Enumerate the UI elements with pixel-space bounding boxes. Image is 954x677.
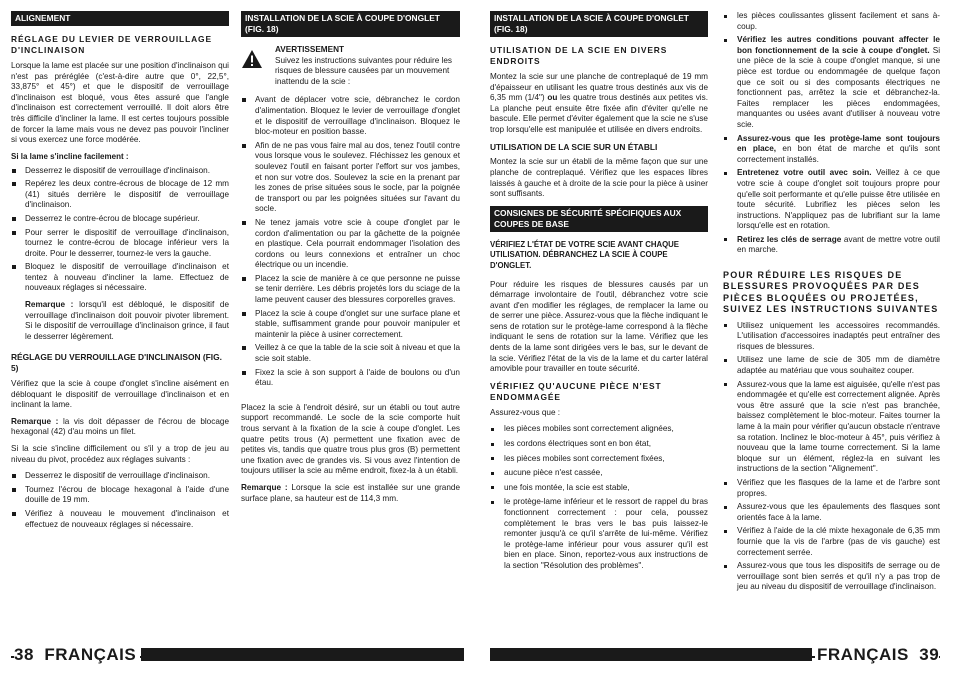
list-item: les pièces mobiles sont correctement alignées, (490, 424, 708, 435)
steps-list-installation (241, 95, 460, 388)
item-text: avant de mettre votre outil en marche. (737, 234, 940, 255)
list-item: Avant de déplacer votre scie, débranchez le cordon d'alimentation. Bloquez le levier de verrouillage d'onglet et le dispositif de verrouillage d'inclinaison. Bloquez le bloc-moteur en position basse. (241, 95, 460, 137)
remark-text: Lorsque la scie est installée sur une grande surface plane, sa hauteur est de 114,3 mm. (241, 482, 461, 503)
item-bold-lead: Vérifiez les autres conditions pouvant affecter le bon fonctionnement de la scie à coupe d'onglet. (737, 35, 940, 55)
list-item: Vérifiez à l'aide de la clé mixte hexagonale de 6,35 mm fournie que la vis de l'arbre (pas de vis gauche) est correctement serrée. (723, 526, 940, 558)
list-item: Pour serrer le dispositif de verrouillage d'inclinaison, tournez le contre-écrou de blocage inférieur vers la droite. Pour le desserrer, tournez-le vers la gauche. (11, 228, 229, 260)
list-item: Repérez les deux contre-écrous de blocage de 12 mm (41) situés derrière le dispositif de verrouillage d'inclinaison. (11, 179, 229, 211)
list-item: Desserrez le dispositif de verrouillage d'inclinaison. (11, 471, 229, 482)
paragraph-workbench: Montez la scie sur un établi de la même façon que sur une planche de contreplaqué. Vérifiez que les espaces libres laissés à gauche et à droite de la scie pour la pièce à usiner sont suffisants. (490, 157, 708, 199)
remark-label: Remarque : (11, 416, 59, 426)
paragraph-reduce-risks: Pour réduire les risques de blessures causés par un démarrage involontaire de l'outil, débranchez votre scie avant d'en modifier les réglages, de remplacer la lame ou de serrer une pièce. Assurez-vous que la flèche indiquant le sens de rotation sur le protège-lame correspond à la flèche indiquant le sens de rotation sur la lame. Vérifiez que les dents de la lame sont dirigées vers le bas, sur le devant de la scie. Vérifiez l'état de la vis de la lame et du carter latéral amovible pour travailler en toute sécurité. (490, 279, 708, 374)
heading-bevel-lock-adjustment: RÉGLAGE DU VERROUILLAGE D'INCLINAISON (FIG. 5) (11, 352, 222, 374)
list-item (723, 168, 940, 232)
remark-height (241, 483, 460, 504)
heading-workbench: UTILISATION DE LA SCIE SUR UN ÉTABLI (490, 141, 658, 152)
section-banner-installation: INSTALLATION DE LA SCIE À COUPE D'ONGLET (FIG. 18) (490, 11, 708, 37)
list-item: Assurez-vous que tous les dispositifs de serrage ou de verrouillage sont bien serrés et qu'il n'y a pas trop de jeu au niveau du dispositif de verrouillage d'inclinaison. (723, 561, 940, 593)
heading-check-damaged-parts: VÉRIFIEZ QU'AUCUNE PIÈCE N'EST ENDOMMAGÉE (490, 380, 662, 402)
page-number-right: 39 (919, 645, 940, 664)
section-banner-installation: INSTALLATION DE LA SCIE À COUPE D'ONGLET (FIG. 18) (241, 11, 460, 37)
subheading-blade-tilts-easily: Si la lame s'incline facilement : (11, 151, 129, 161)
warning-block (241, 45, 460, 87)
list-item: Vérifiez à nouveau le mouvement d'inclinaison et effectuez de nouveaux réglages si nécessaire. (11, 509, 229, 530)
footer-language-left: FRANÇAIS (44, 645, 137, 664)
remark-hex-nut (11, 417, 229, 438)
list-item: Placez la scie de manière à ce que personne ne puisse se tenir derrière. Les débris projetés lors du sciage de la lame peuvent causer des blessures corporelles graves. (241, 274, 460, 306)
list-item: Utilisez uniquement les accessoires recommandés. L'utilisation d'accessoires inadaptés peut entraîner des risques de blessures. (723, 321, 940, 353)
steps-list-bevel-lock (11, 166, 229, 295)
list-item: Vérifiez que les flasques de la lame et de l'arbre sont propres. (723, 478, 940, 499)
footer-bar-right (490, 648, 812, 661)
warning-text: Suivez les instructions suivantes pour réduire les risques de blessure causées par un mouvement inattendu de la scie : (275, 55, 453, 86)
list-item: aucune pièce n'est cassée, (490, 468, 708, 479)
column-4 (723, 11, 940, 599)
list-item (723, 134, 940, 166)
list-item: les pièces mobiles sont correctement fixées, (490, 454, 708, 465)
list-item: Bloquez le dispositif de verrouillage d'inclinaison et tentez à nouveau d'incliner la lame. Effectuez de nouveaux réglages si nécessaire. (11, 262, 229, 294)
heading-various-locations: UTILISATION DE LA SCIE EN DIVERS ENDROITS (490, 45, 668, 66)
warning-triangle-icon (241, 49, 263, 69)
list-item: Desserrez le dispositif de verrouillage d'inclinaison. (11, 166, 229, 177)
checklist-continued (723, 11, 940, 256)
text-span: Montez la scie sur une planche de contreplaqué de 19 mm d'épaisseur en utilisant les quatre trous destinés aux vis de 6,35 mm (1/4") (490, 72, 708, 103)
item-bold-lead: Retirez les clés de serrage (737, 234, 842, 244)
paragraph-bevel-lock-intro: Lorsque la lame est placée sur une position d'inclinaison qui n'est pas préréglée (c'est-à-dire autre que 0°, 22,5°, 33,875° et 45°) et que le dispositif de verrouillage d'inclinaison est bloqué, vous êtes assuré que l'angle d'inclinaison est correctement verrouillé. Il doit alors être très difficile d'incliner la lame. Il est certes toujours possible de forcer la lame mais vous ne devez pas pouvoir l'incliner si vous exercez une force modérée. (11, 61, 229, 145)
item-text: Veillez à ce que votre scie à coupe d'onglet soit toujours propre pour qu'elle soit performante et qu'elle puisse être utilisée en toute sécurité. Lubrifiez les pièces selon les instructions. N'appliquez pas de lubrifiant sur la lame lorsqu'elle est en rotation. (737, 168, 940, 231)
list-item: le protège-lame inférieur et le ressort de rappel du bras fonctionnent correctement : pour cela, poussez complètement le bras vers le bas puis laissez-le remonter jusqu'à ce qu'il s'arrête de lui-même. Vérifiez le protège-lame inférieur pour vous assurer qu'il est bien en place. Sinon, reportez-vous aux instructions de la section "Résolution des problèmes". (490, 497, 708, 571)
list-item: les pièces coulissantes glissent facilement et sans à-coup. (723, 11, 940, 32)
remark-label: Remarque : (25, 300, 74, 310)
list-item: Ne tenez jamais votre scie à coupe d'onglet par le cordon d'alimentation ou par la gâchette de la poignée en plastique. Cela pourrait endommager l'isolation des cordons ou leurs connexions et entraîner un choc électrique ou un incendie. (241, 218, 460, 271)
steps-list-blade-safety (723, 321, 940, 593)
paragraph-plywood-mount (490, 72, 708, 136)
section-banner-safety: CONSIGNES DE SÉCURITÉ SPÉCIFIQUES AUX COUPES DE BASE (490, 206, 708, 232)
paragraph-ensure-that: Assurez-vous que : (490, 407, 561, 417)
list-item: Assurez-vous que les épaulements des flasques sont orientés face à la lame. (723, 502, 940, 523)
heading-reduce-injury-risks: POUR RÉDUIRE LES RISQUES DE BLESSURES PROVOQUÉES PAR DES PIÈCES BLOQUÉES OU PROJETÉES, SUIVEZ LES INSTRUCTIONS SUIVANTES (723, 270, 939, 315)
list-item: Veillez à ce que la table de la scie soit à niveau et que la scie soit stable. (241, 343, 460, 364)
list-item (723, 235, 940, 256)
list-item: Fixez la scie à son support à l'aide de boulons ou d'un étau. (241, 368, 460, 389)
list-item (723, 35, 940, 130)
footer-bar-left (141, 648, 464, 661)
list-item: Assurez-vous que la lame est aiguisée, qu'elle n'est pas endommagée et qu'elle est correctement alignée. Après vous être assuré que la scie n'est pas branchée, baissez complètement le bloc-moteur. Faites tourner la lame à la main pour vérifier qu'aucun obstacle n'entrave sa rotation. Inclinez le bloc-moteur à 45°, puis vérifiez à nouveau que la lame tourne correctement. Si la lame bloque sur un élément, réglez-la en suivant les instructions de la section "Alignement". (723, 380, 940, 475)
heading-bevel-lock-lever: RÉGLAGE DU LEVIER DE VERROUILLAGE D'INCLINAISON (11, 34, 212, 55)
item-text: en bon état de marche et qu'ils sont correctement installés. (737, 144, 941, 164)
column-1 (11, 11, 229, 536)
list-item: les cordons électriques sont en bon état, (490, 439, 708, 450)
warning-title: AVERTISSEMENT (275, 45, 344, 54)
column-2 (241, 11, 460, 510)
page-footer-left (14, 646, 140, 664)
footer-language-right: FRANÇAIS (817, 645, 909, 664)
item-bold-lead: Entretenez votre outil avec soin. (737, 168, 872, 178)
page-number-left: 38 (14, 645, 34, 664)
list-item: Desserrez le contre-écrou de blocage supérieur. (11, 214, 229, 225)
item-text: Si une pièce de la scie à coupe d'onglet manque, si une pièce est tordue ou endommagée de quelque façon que ce soit ou si des composants électriques ne fonctionnent pas, arrêtez la scie et débranchez-la. Faites remplacer les pièces endommagées, manquantes ou usées avant d'utiliser à nouveau votre scie. (737, 45, 941, 129)
remark-bevel-lock (11, 300, 229, 342)
list-item: Placez la scie à coupe d'onglet sur une surface plane et stable, suffisamment grande pour pouvoir manipuler et maintenir la pièce à usiner correctement. (241, 309, 460, 341)
section-banner-alignement: ALIGNEMENT (11, 11, 229, 26)
list-item: Afin de ne pas vous faire mal au dos, tenez l'outil contre vous lorsque vous le soulevez. Fléchissez les genoux et soulevez l'outil en faisant porter l'effort sur vos jambes, et non sur votre dos. Soulevez la scie en la prenant par les zones de prise situées sous le socle, par la poignée de transport ou par les poignées situées sur l'avant du socle. (241, 141, 460, 215)
text-bold-or: ou (547, 93, 558, 103)
remark-text: la vis doit dépasser de l'écrou de blocage hexagonal (42) d'au moins un filet. (11, 416, 229, 437)
list-item: une fois montée, la scie est stable, (490, 483, 708, 494)
remark-text: lorsqu'il est débloqué, le dispositif de verrouillage d'inclinaison doit pouvoir pivoter librement. Si le dispositif de verrouillage d'inclinaison grince, il faut le desserrer légèrement. (25, 300, 230, 341)
item-bold-lead: Assurez-vous que les protège-lame sont toujours en place, (737, 133, 940, 154)
steps-list-pivot (11, 471, 229, 530)
remark-label: Remarque : (241, 482, 288, 492)
list-item: Utilisez une lame de scie de 305 mm de diamètre adaptée au matériau que vous souhaitez couper. (723, 355, 940, 376)
column-3 (490, 11, 708, 578)
paragraph-check-before-use: VÉRIFIEZ L'ÉTAT DE VOTRE SCIE AVANT CHAQUE UTILISATION. DÉBRANCHEZ LA SCIE À COUPE D'ONGLET. (490, 239, 679, 270)
paragraph-mounting-holes: Placez la scie à l'endroit désiré, sur un établi ou tout autre support recommandé. Le socle de la scie comporte huit trous servant à la fixation de la scie à coupe d'onglet. Les quatre petits trous (A) permettent une fixation avec de petites vis, tandis que quatre trous plus gros (B) permettent une fixation avec de grandes vis. Si vous avez l'intention de toujours utiliser la scie au même endroit, fixez-la à un établi. (241, 402, 460, 476)
checklist-parts (490, 424, 708, 571)
text-span: les quatre trous destinés aux petites vis. La planche peut ensuite être fixée afin d'éviter qu'elle ne bascule. Elle permet d'éviter également que la scie ne s'use trop lorsqu'elle est manipulée et utilisée en divers endroits. (490, 93, 708, 134)
paragraph-check-bevel: Vérifiez que la scie à coupe d'onglet s'incline aisément en débloquant le dispositif de verrouillage d'inclinaison et en inclinant la lame. (11, 379, 229, 410)
page-footer-right (815, 646, 939, 664)
list-item: Tournez l'écrou de blocage hexagonal à l'aide d'une douille de 19 mm. (11, 485, 229, 506)
paragraph-adjustments-intro: Si la scie s'incline difficilement ou s'il y a trop de jeu au niveau du pivot, procédez aux réglages suivants : (11, 444, 229, 464)
